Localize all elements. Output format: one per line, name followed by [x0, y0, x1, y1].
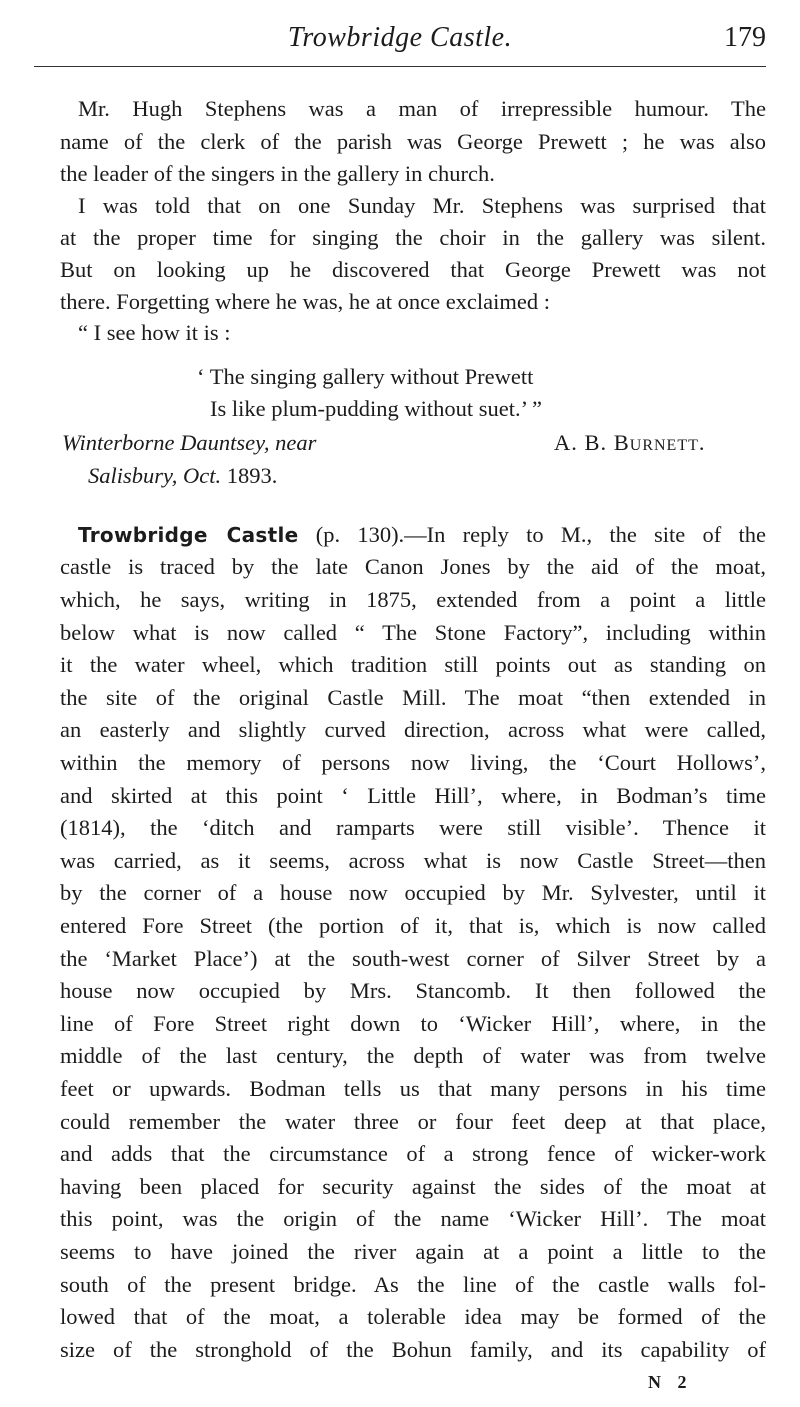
text-line: at the proper time for singing the choir in the gallery was silent.: [60, 225, 766, 250]
text-line: could remember the water three or four feet deep at that place,: [60, 1109, 766, 1134]
running-header: [34, 20, 766, 60]
text-line: there. Forgetting where he was, he at once exclaimed :: [60, 289, 551, 314]
signature-author: A. B. Burnett.: [554, 430, 706, 455]
text-line: But on looking up he discovered that George Prewett was not: [60, 257, 766, 282]
text-line: having been placed for security against the sides of the moat at: [60, 1174, 766, 1199]
verse-line: Is like plum-pudding without suet.’ ”: [210, 396, 543, 421]
text-line: house now occupied by Mrs. Stancomb. It then followed the: [60, 978, 766, 1003]
text-line: was carried, as it seems, across what is now Castle Street—then: [60, 848, 766, 873]
text-line: middle of the last century, the depth of water was from twelve: [60, 1043, 766, 1068]
text-line: entered Fore Street (the portion of it, that is, which is now called: [60, 913, 766, 938]
text-line: castle is traced by the late Canon Jones by the aid of the moat,: [60, 554, 766, 579]
text-line: and adds that the circumstance of a strong fence of wicker-work: [60, 1141, 766, 1166]
text-line: lowed that of the moat, a tolerable idea may be formed of the: [60, 1304, 766, 1329]
page-number: 179: [724, 22, 766, 53]
article-heading: Trowbridge Castle: [78, 523, 299, 547]
text-line: feet or upwards. Bodman tells us that many persons in his time: [60, 1076, 766, 1101]
verse-line: ‘ The singing gallery without Prewett: [197, 364, 534, 389]
text-line: I was told that on one Sunday Mr. Stephens was surprised that: [78, 193, 766, 218]
text-line: below what is now called “ The Stone Factory”, including within: [60, 620, 766, 645]
text-line: which, he says, writing in 1875, extended from a point a little: [60, 587, 766, 612]
running-title: Trowbridge Castle.: [287, 22, 513, 53]
text-line: the leader of the singers in the gallery in church.: [60, 161, 495, 186]
printer-signature-mark: N 2: [648, 1372, 693, 1392]
text-line: by the corner of a house now occupied by Mr. Sylvester, until it: [60, 880, 766, 905]
signature-date-text: Salisbury, Oct.: [88, 463, 222, 488]
text-line: “ I see how it is :: [78, 320, 231, 345]
text-line: line of Fore Street right down to ‘Wicker Hill’, where, in the: [60, 1011, 766, 1036]
heading-rest: (p. 130).—In reply to M., the site of the: [315, 522, 766, 547]
text-line: seems to have joined the river again at a point a little to the: [60, 1239, 766, 1264]
signature-place: Winterborne Dauntsey, near: [62, 430, 317, 455]
text-line: this point, was the origin of the name ‘Wicker Hill’. The moat: [60, 1206, 766, 1231]
signature-year: 1893.: [226, 463, 278, 488]
text-line: Mr. Hugh Stephens was a man of irrepressible humour. The: [78, 96, 766, 121]
header-rule: [34, 66, 766, 67]
text-line-heading: [78, 519, 766, 551]
text-line: the site of the original Castle Mill. The moat “then extended in: [60, 685, 766, 710]
signature-date: [88, 460, 277, 492]
text-line: south of the present bridge. As the line of the castle walls fol-: [60, 1272, 766, 1297]
text-line: an easterly and slightly curved direction, across what were called,: [60, 717, 766, 742]
text-line: name of the clerk of the parish was George Prewett ; he was also: [60, 129, 766, 154]
text-line: the ‘Market Place’) at the south-west corner of Silver Street by a: [60, 946, 766, 971]
text-line: and skirted at this point ‘ Little Hill’, where, in Bodman’s time: [60, 783, 766, 808]
text-line: it the water wheel, which tradition still points out as standing on: [60, 652, 766, 677]
text-line: size of the stronghold of the Bohun family, and its capability of: [60, 1337, 766, 1362]
text-line: (1814), the ‘ditch and ramparts were still visible’. Thence it: [60, 815, 766, 840]
text-line: within the memory of persons now living, the ‘Court Hollows’,: [60, 750, 766, 775]
